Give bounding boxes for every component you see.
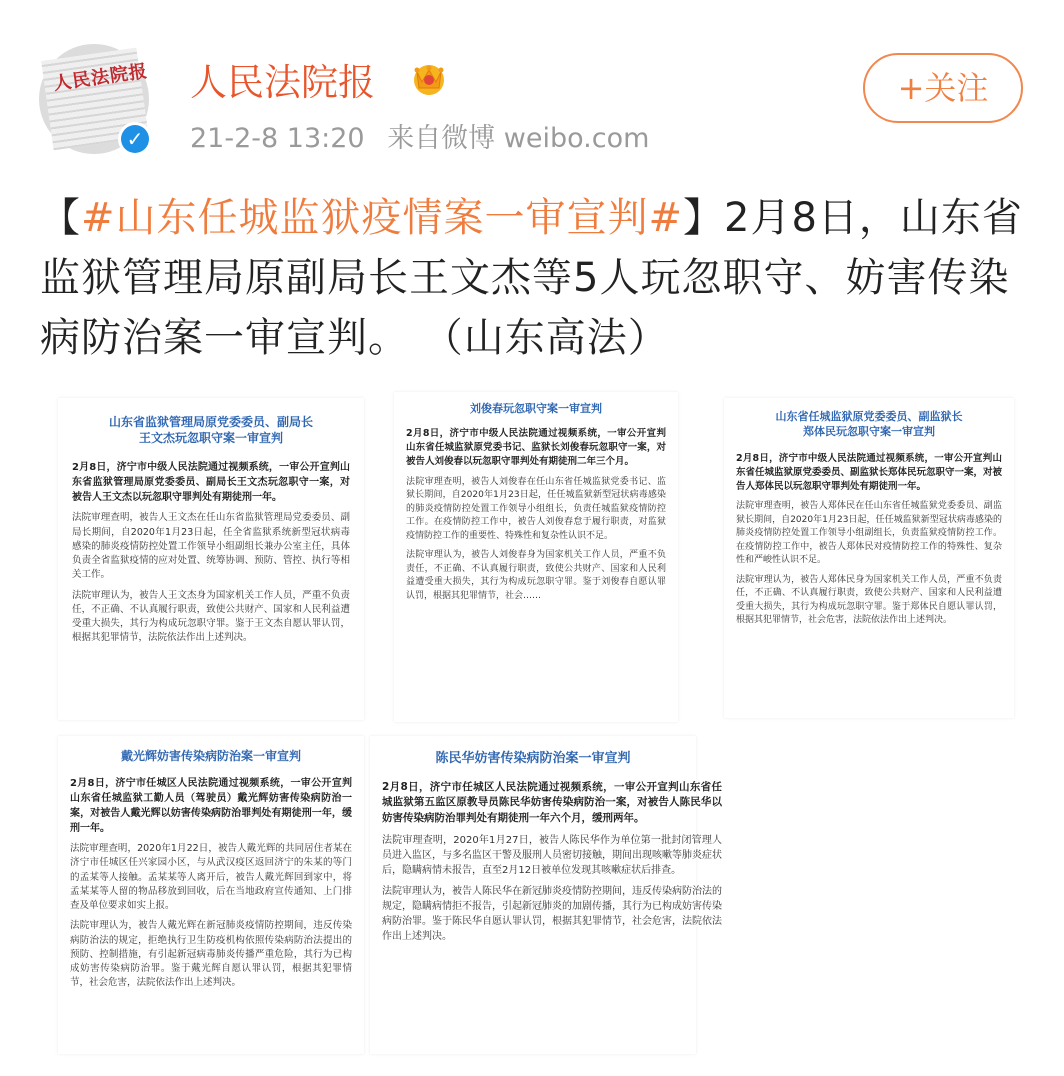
doc-title: 山东省监狱管理局原党委委员、副局长 王文杰玩忽职守案一审宣判 xyxy=(108,415,313,446)
post-text xyxy=(40,188,1030,368)
doc-body-2: 法院审理认为，被告人郑体民身为国家机关工作人员，严重不负责任，不正确、不认真履行职责，致使公共财产、国家和人民利益遭受重大损失，其行为构成玩忽职守罪。鉴于郑体民自愿认罪认罚，根据其犯罪情节，社会危害，法院依法作出上述判决。 xyxy=(736,574,1002,626)
hashtag-open: 【 xyxy=(40,195,81,241)
doc-lead: 2月8日，济宁市中级人民法院通过视频系统，一审公开宣判山东省监狱管理局原党委委员、副局长王文杰玩忽职守一案，对被告人王文杰以玩忽职守罪判处有期徒刑一年。 xyxy=(72,462,350,504)
follow-button[interactable]: +关注 xyxy=(863,53,1023,123)
post-image-3[interactable] xyxy=(724,398,1014,718)
post-meta xyxy=(190,116,663,155)
doc-title: 陈民华妨害传染病防治案一审宣判 xyxy=(435,751,631,766)
post-source: 来自微博 weibo.com xyxy=(387,123,650,154)
doc-body: 法院审理查明，被告人刘俊春在任山东省任城监狱党委书记、监狱长期间，自2020年1月23日起，任任城监狱新型冠状病毒感染的肺炎疫情防控处置工作领导小组组长，负责任城监狱疫情防控工作。在疫情防控工作中，被告人刘俊春怠于履行职责，对监狱疫情防控工作的重要性、特殊性和复杂性认识不足。 xyxy=(406,476,666,541)
doc-title: 戴光辉妨害传染病防治案一审宣判 xyxy=(120,749,301,763)
user-name[interactable]: 人民法院报 xyxy=(190,61,375,104)
doc-body-2: 法院审理认为，被告人王文杰身为国家机关工作人员，严重不负责任，不正确、不认真履行职责，致使公共财产、国家和人民利益遭受重大损失，其行为构成玩忽职守罪。鉴于王文杰自愿认罪认罚，根据其犯罪情节，法院依法作出上述判决。 xyxy=(72,589,350,644)
doc-lead: 2月8日，济宁市任城区人民法院通过视频系统，一审公开宣判山东省任城监狱第五监区原教导员陈民华妨害传染病防治一案，对被告人陈民华以妨害传染病防治罪判处有期徒刑一年六个月，缓刑两年。 xyxy=(382,780,722,825)
avatar-masthead: 人民法院报 xyxy=(52,60,150,95)
doc-title: 刘俊春玩忽职守案一审宣判 xyxy=(470,402,602,415)
hashtag-link[interactable]: #山东任城监狱疫情案一审宣判# xyxy=(81,195,684,241)
post-image-4[interactable] xyxy=(58,736,364,1054)
doc-lead: 2月8日，济宁市中级人民法院通过视频系统，一审公开宣判山东省任城监狱原党委书记、监狱长刘俊春玩忽职守一案，对被告人刘俊春以玩忽职守罪判处有期徒刑二年三个月。 xyxy=(406,427,666,468)
doc-body: 法院审理查明，被告人郑体民在任山东省任城监狱党委委员、副监狱长期间，自2020年1月23日起，任任城监狱新型冠状病毒感染的肺炎疫情防控处置工作领导小组副组长，负责监狱疫情防控工作。在疫情防控工作中，被告人郑体民对疫情防控工作的特殊性、复杂性和严峻性认识不足。 xyxy=(736,501,1002,566)
doc-lead: 2月8日，济宁市中级人民法院通过视频系统，一审公开宣判山东省任城监狱原党委委员、副监狱长郑体民玩忽职守一案，对被告人郑体民以玩忽职守罪判处有期徒刑一年。 xyxy=(736,452,1003,493)
doc-body: 法院审理查明，被告人王文杰在任山东省监狱管理局党委委员、副局长期间，自2020年1月23日起，任全省监狱系统新型冠状病毒感染的肺炎疫情防控处置工作领导小组副组长兼办公室主任，具体负责全省监狱疫情的应对处置、统筹协调、预防、管控、执行等相关工作。 xyxy=(72,512,350,581)
verified-check: ✓ xyxy=(121,125,149,153)
crown-icon xyxy=(408,58,450,98)
post-body: 2月8日，山东省监狱管理局原副局长王文杰等5人玩忽职守、妨害传染病防治案一审宣判。 （山东高法） xyxy=(40,195,1023,361)
hashtag-close: 】 xyxy=(683,195,725,241)
post-timestamp[interactable]: 21-2-8 13:20 xyxy=(190,123,365,154)
doc-body-2: 法院审理认为，被告人戴光辉在新冠肺炎疫情防控期间，违反传染病防治法的规定，拒绝执行卫生防疫机构依照传染病防治法提出的预防、控制措施，有引起新冠病毒肺炎传播严重危险，其行为已构成妨害传染病防治罪。鉴于戴光辉自愿认罪认罚，根据其犯罪情节，社会危害，法院依法作出上述判决。 xyxy=(70,920,352,989)
post-image-1[interactable] xyxy=(58,398,364,720)
post-header xyxy=(0,0,1064,175)
doc-body-2: 法院审理认为，被告人陈民华在新冠肺炎疫情防控期间，违反传染病防治法的规定，隐瞒病情拒不报告，引起新冠肺炎的加剧传播，其行为已构成妨害传染病防治罪。鉴于陈民华自愿认罪认罚，根据其犯罪情节，社会危害，法院依法作出上述判决。 xyxy=(382,885,722,942)
doc-title: 山东省任城监狱原党委委员、副监狱长 郑体民玩忽职守案一审宣判 xyxy=(775,410,963,438)
post-image-2[interactable] xyxy=(394,392,678,722)
post-image-5[interactable] xyxy=(370,736,722,1054)
verified-icon xyxy=(118,122,152,156)
doc-body: 法院审理查明，2020年1月27日，被告人陈民华作为单位第一批封闭管理人员进入监区，与多名监区干警及服刑人员密切接触，期间出现咳嗽等肺炎症状后，隐瞒病情未报告，直至2月12日被单位发现其咳嗽症状后排查。 xyxy=(382,834,722,876)
doc-body: 法院审理查明，2020年1月22日，被告人戴光辉的共同居住者某在济宁市任城区任兴家园小区，与从武汉疫区返回济宁的朱某的等门的孟某等人接触。孟某某等人离开后，被告人戴光辉回到家中，将孟某某等人留的物品移放到回收，后在当地政府宣传通知、上门排查及单位要求如实上报。 xyxy=(70,843,352,912)
doc-lead: 2月8日，济宁市任城区人民法院通过视频系统，一审公开宣判山东省任城监狱工勤人员（驾驶员）戴光辉妨害传染病防治一案，对被告人戴光辉以妨害传染病防治罪判处有期徒刑一年，缓刑一年。 xyxy=(70,778,352,835)
doc-body-2: 法院审理认为，被告人刘俊春身为国家机关工作人员，严重不负责任，不正确、不认真履行职责，致使公共财产、国家和人民利益遭受重大损失，其行为构成玩忽职守罪。鉴于刘俊春自愿认罪认罚，根据其犯罪情节，社会…… xyxy=(406,550,666,601)
